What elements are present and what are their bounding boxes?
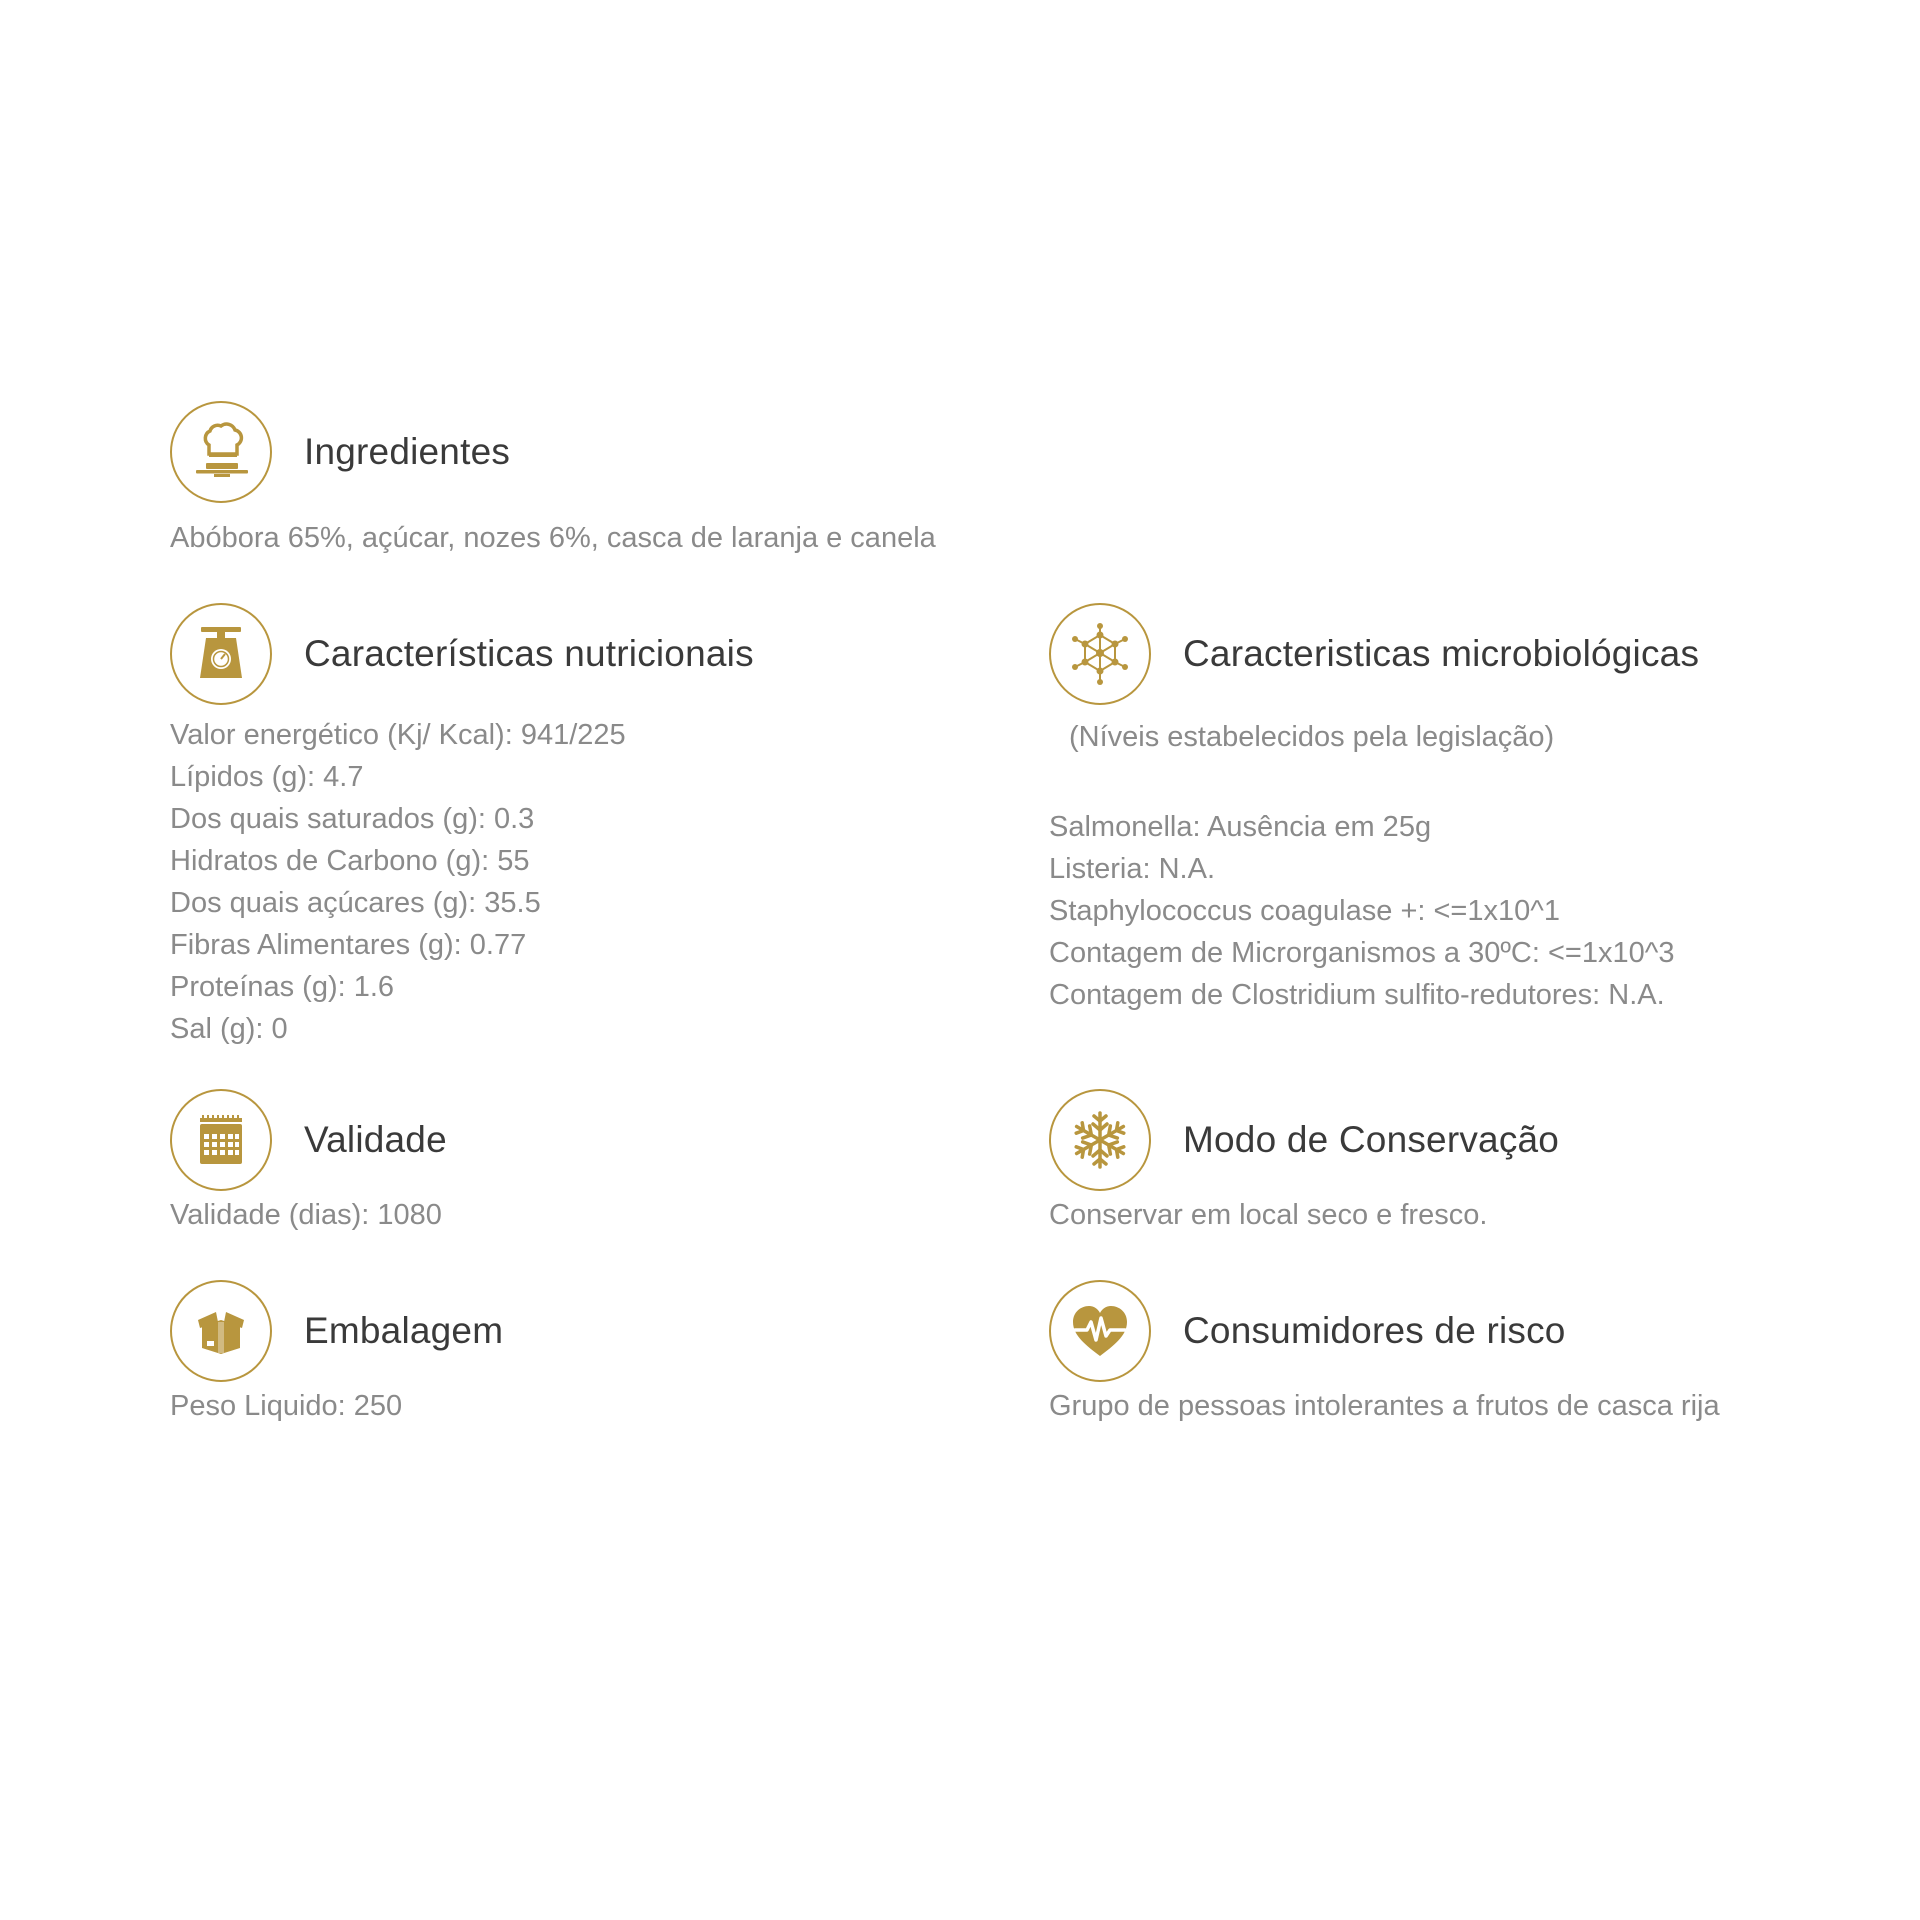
microbiologicas-subtitle: (Níveis estabelecidos pela legislação) [1069,721,1555,753]
list-item: Proteínas (g): 1.6 [170,971,395,1003]
section-title: Caracteristicas microbiológicas [1183,633,1700,674]
chef-hat-icon [170,401,272,503]
list-item: Dos quais açúcares (g): 35.5 [170,887,541,919]
section-title: Modo de Conservação [1183,1119,1560,1160]
conservacao-text: Conservar em local seco e fresco. [1049,1199,1488,1231]
list-item: Dos quais saturados (g): 0.3 [170,803,535,835]
heart-pulse-icon [1049,1280,1151,1382]
section-header [1049,1277,1720,1385]
section-embalagem [170,1277,503,1427]
section-header [1049,1086,1559,1194]
section-header [1049,600,1699,708]
list-item: Hidratos de Carbono (g): 55 [170,845,530,877]
section-title: Características nutricionais [304,633,754,674]
embalagem-text: Peso Liquido: 250 [170,1390,403,1422]
list-item: Sal (g): 0 [170,1013,288,1045]
box-icon [170,1280,272,1382]
microbiologicas-list [1049,806,1699,1016]
section-title: Embalagem [304,1310,504,1351]
section-header [170,1086,447,1194]
snowflake-icon [1049,1089,1151,1191]
consumidores-text: Grupo de pessoas intolerantes a frutos de casca rija [1049,1390,1720,1422]
ingredientes-text: Abóbora 65%, açúcar, nozes 6%, casca de laranja e canela [170,522,936,554]
nutricionais-list [170,714,754,1050]
section-header [170,600,754,708]
section-validade [170,1086,447,1236]
list-item: Valor energético (Kj/ Kcal): 941/225 [170,719,626,751]
section-nutricionais [170,600,754,1050]
list-item: Contagem de Microrganismos a 30ºC: <=1x10^3 [1049,937,1675,969]
section-microbiologicas [1049,600,1699,1016]
kitchen-scale-icon [170,603,272,705]
section-conservacao [1049,1086,1559,1236]
section-ingredientes [170,398,936,559]
molecule-icon [1049,603,1151,705]
section-header [170,1277,503,1385]
list-item: Contagem de Clostridium sulfito-redutores: N.A. [1049,979,1665,1011]
validade-text: Validade (dias): 1080 [170,1199,442,1231]
section-header [170,398,936,506]
section-title: Validade [304,1119,447,1160]
list-item: Fibras Alimentares (g): 0.77 [170,929,527,961]
list-item: Staphylococcus coagulase +: <=1x10^1 [1049,895,1560,927]
list-item: Salmonella: Ausência em 25g [1049,811,1432,843]
section-title: Ingredientes [304,431,511,472]
calendar-icon [170,1089,272,1191]
section-consumidores [1049,1277,1720,1427]
list-item: Lípidos (g): 4.7 [170,761,364,793]
list-item: Listeria: N.A. [1049,853,1215,885]
section-title: Consumidores de risco [1183,1310,1566,1351]
